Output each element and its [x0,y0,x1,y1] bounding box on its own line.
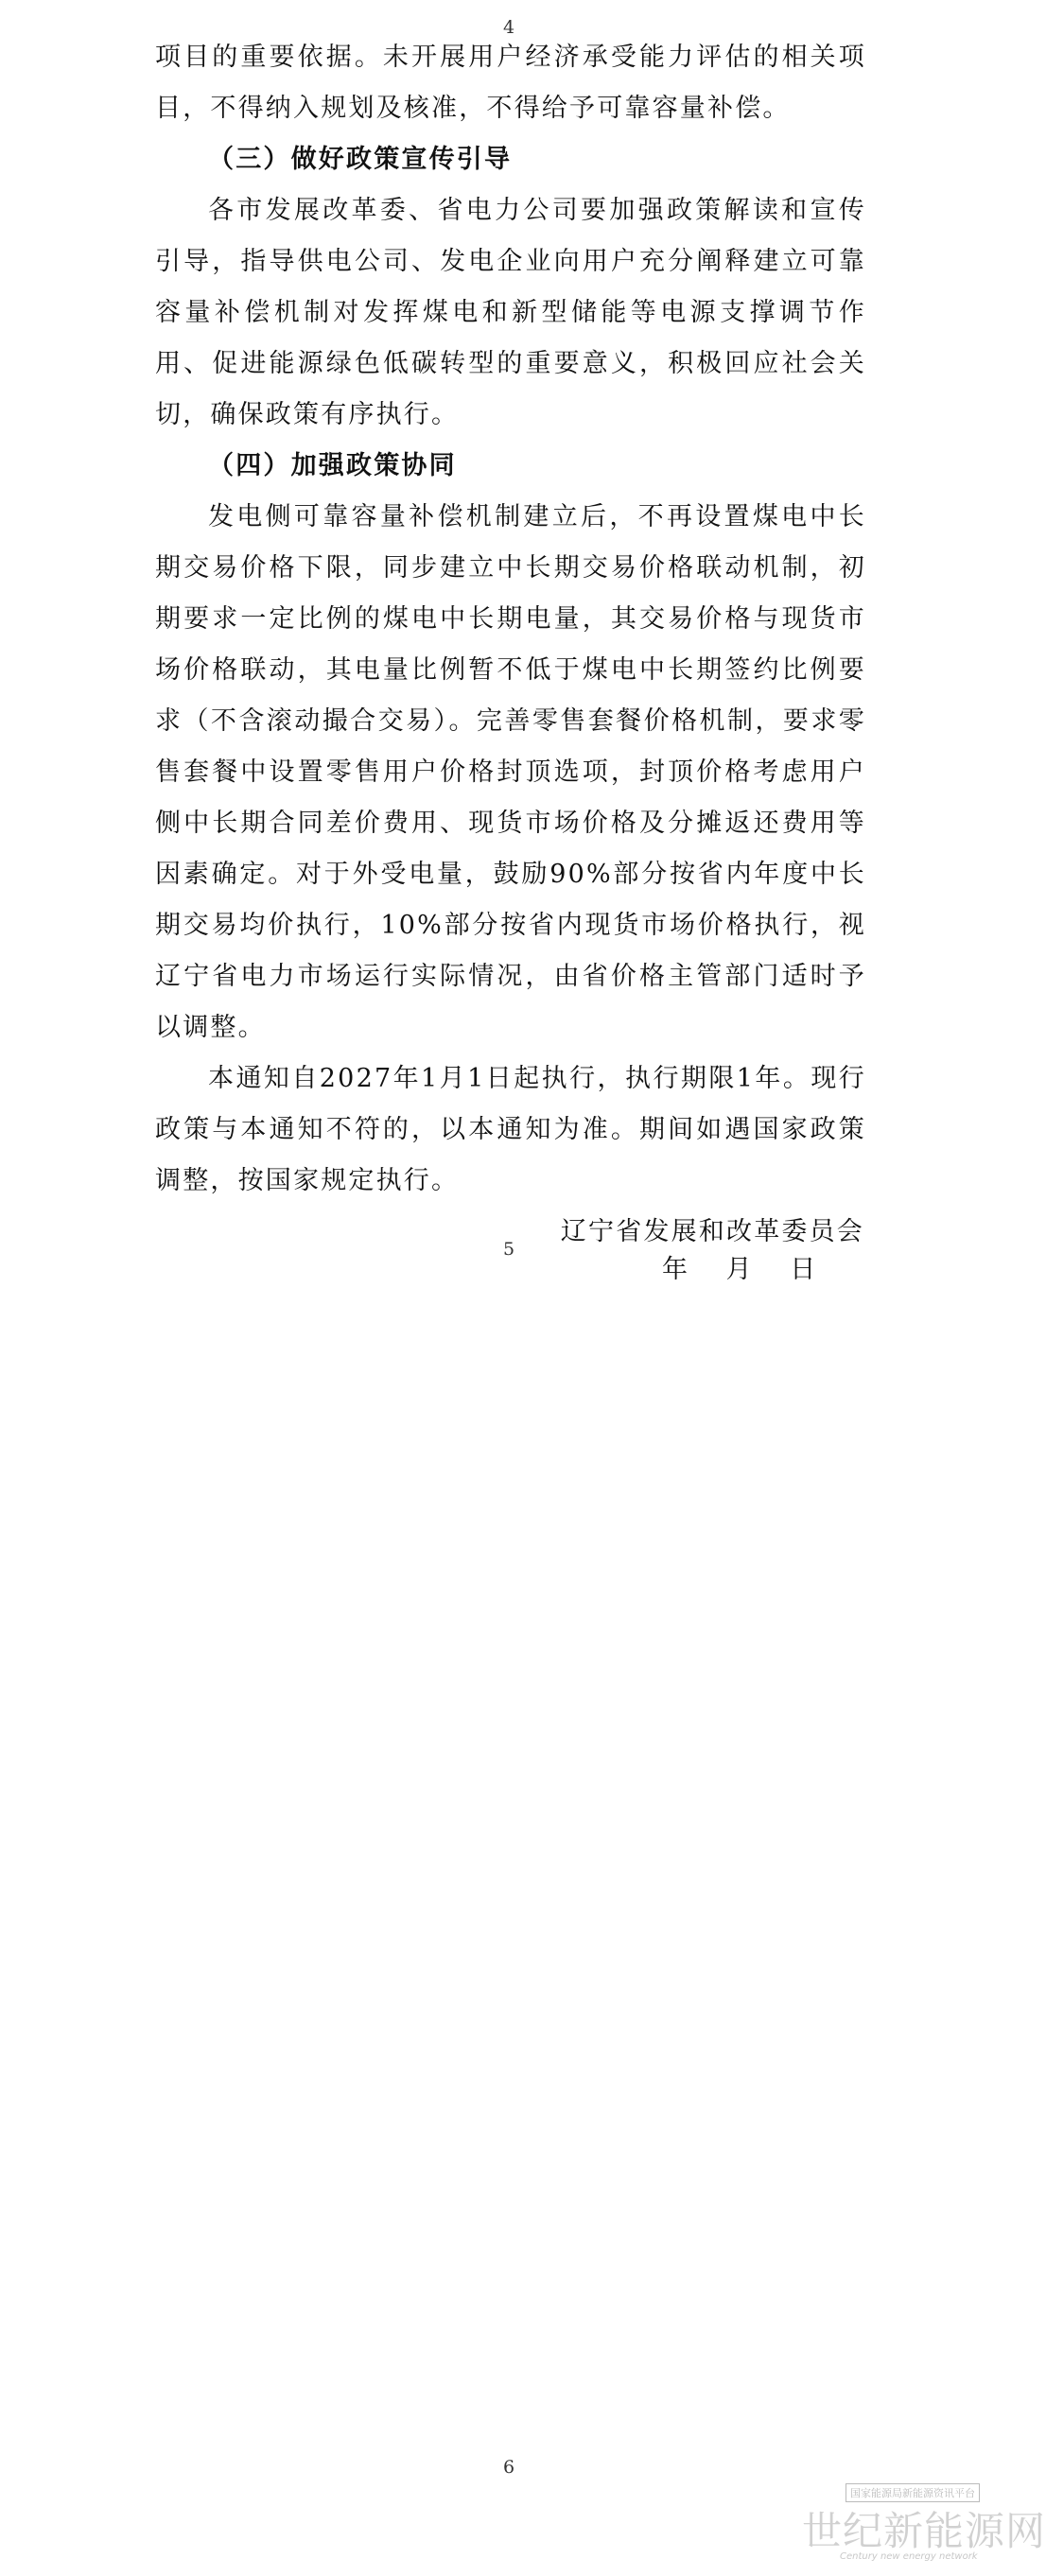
watermark-small-text: 国家能源局新能源资讯平台 [846,2483,980,2502]
date-line [662,1248,844,1285]
paragraph-policy-publicity: 各市发展改革委、省电力公司要加强政策解读和宣传引导，指导供电公司、发电企业向用户充分阐释建立可靠容量补偿机制对发挥煤电和新型储能等电源支撑调节作用、促进能源绿色低碳转型的重要意义，积极回应社会关切，确保政策有序执行。 [155,196,866,429]
page-number-bottom: 6 [503,2457,515,2478]
watermark-main-text: 世纪新能源网 [802,2508,1046,2554]
date-year: 年 [662,1255,689,1284]
date-month: 月 [725,1255,754,1284]
page-number-middle: 5 [503,1239,515,1260]
date-day: 日 [790,1255,818,1284]
document-body [155,32,866,1258]
paragraph-continuation: 项目的重要依据。未开展用户经济承受能力评估的相关项目，不得纳入规划及核准，不得给予可靠容量补偿。 [155,43,866,123]
section-heading-4: （四）加强政策协同 [208,451,457,480]
watermark-logo [802,2481,1046,2572]
page-number-top: 4 [503,17,515,38]
paragraph-effective-date: 本通知自2027年1月1日起执行，执行期限1年。现行政策与本通知不符的，以本通知为准。期间如遇国家政策调整，按国家规定执行。 [155,1064,866,1195]
signature-organization: 辽宁省发展和改革委员会 [560,1217,864,1246]
section-heading-3: （三）做好政策宣传引导 [208,145,513,174]
watermark-english-text: Century new energy network [840,2551,978,2562]
paragraph-policy-coordination: 发电侧可靠容量补偿机制建立后，不再设置煤电中长期交易价格下限，同步建立中长期交易价格联动机制，初期要求一定比例的煤电中长期电量，其交易价格与现货市场价格联动，其电量比例暂不低于煤电中长期签约比例要求（不含滚动撮合交易）。完善零售套餐价格机制，要求零售套餐中设置零售用户价格封顶选项，封顶价格考虑用户侧中长期合同差价费用、现货市场价格及分摊返还费用等因素确定。对于外受电量，鼓励90%部分按省内年度中长期交易均价执行，10%部分按省内现货市场价格执行，视辽宁省电力市场运行实际情况，由省价格主管部门适时予以调整。 [155,502,866,1042]
